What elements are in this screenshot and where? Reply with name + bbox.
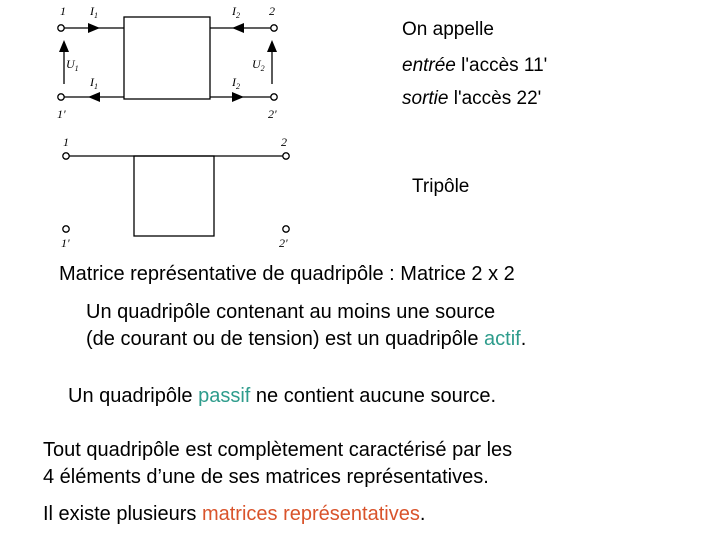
entree-line — [402, 54, 547, 78]
tripole-terminal-2p — [283, 226, 289, 232]
tripole-label-n1p: 1' — [61, 236, 70, 250]
tripole-diagram — [63, 153, 289, 236]
actif-word: actif — [484, 328, 521, 350]
actif-line-1: Un quadripôle contenant au moins une source — [86, 301, 496, 323]
label-n2p: 2' — [268, 107, 277, 121]
diagram-labels — [57, 4, 288, 250]
sortie-rest: l'accès 22' — [448, 88, 542, 109]
i1-bottom-arrow — [88, 92, 100, 102]
actif-line-2 — [86, 327, 526, 351]
i2-bottom-arrow — [232, 92, 244, 102]
sortie-line — [402, 87, 541, 111]
sortie-word: sortie — [402, 88, 449, 109]
existe-text: Il existe plusieurs — [43, 503, 202, 525]
tripole-terminal-1 — [63, 153, 69, 159]
label-u2: $U_2$ — [252, 57, 265, 73]
i1-top-arrow — [88, 23, 100, 33]
quadripole-arrows — [59, 23, 277, 102]
intro-text: On appelle — [402, 19, 494, 40]
matrice-title: Matrice représentative de quadripôle : Matrice 2 x 2 — [59, 263, 515, 285]
label-n2: 2 — [269, 4, 275, 18]
actif-end: . — [520, 328, 527, 350]
passif-text-a: Un quadripôle — [68, 385, 199, 407]
tripole-box — [134, 156, 214, 236]
tripole-terminal-2 — [283, 153, 289, 159]
terminal-1 — [58, 25, 64, 31]
tripole-label-n2p: 2' — [279, 236, 288, 250]
label-u1: $U_1$ — [66, 57, 79, 73]
tout-line-2: 4 éléments d’une de ses matrices représentatives. — [43, 466, 489, 488]
label-n1: 1 — [60, 4, 66, 18]
tripole-terminal-1p — [63, 226, 69, 232]
passif-word: passif — [198, 385, 251, 407]
passif-text-b: ne contient aucune source. — [250, 385, 497, 407]
u2-arrow-head — [267, 40, 277, 52]
existe-line — [43, 502, 425, 526]
label-i1-top: $I_1$ — [90, 4, 98, 20]
label-i2-bottom: $I_2$ — [232, 75, 240, 91]
label-i1-bottom: $I_1$ — [90, 75, 98, 91]
label-n1p: 1' — [57, 107, 66, 121]
terminal-1p — [58, 94, 64, 100]
terminal-2p — [271, 94, 277, 100]
u1-arrow-head — [59, 40, 69, 52]
label-i2-top: $I_2$ — [232, 4, 240, 20]
entree-rest: l'accès 11' — [455, 55, 548, 76]
entree-word: entrée — [402, 55, 456, 76]
tripole-label-n1: 1 — [63, 135, 69, 149]
i2-top-arrow — [232, 23, 244, 33]
tout-line-1: Tout quadripôle est complètement caractérisé par les — [43, 439, 513, 461]
passif-line — [68, 384, 496, 408]
tripole-label-n2: 2 — [281, 135, 287, 149]
existe-word: matrices représentatives — [201, 503, 420, 525]
quadripole-box — [124, 17, 210, 99]
terminal-2 — [271, 25, 277, 31]
existe-end: . — [419, 503, 426, 525]
actif-line-2-text: (de courant ou de tension) est un quadripôle — [86, 328, 485, 350]
tripole-caption: Tripôle — [412, 176, 470, 197]
